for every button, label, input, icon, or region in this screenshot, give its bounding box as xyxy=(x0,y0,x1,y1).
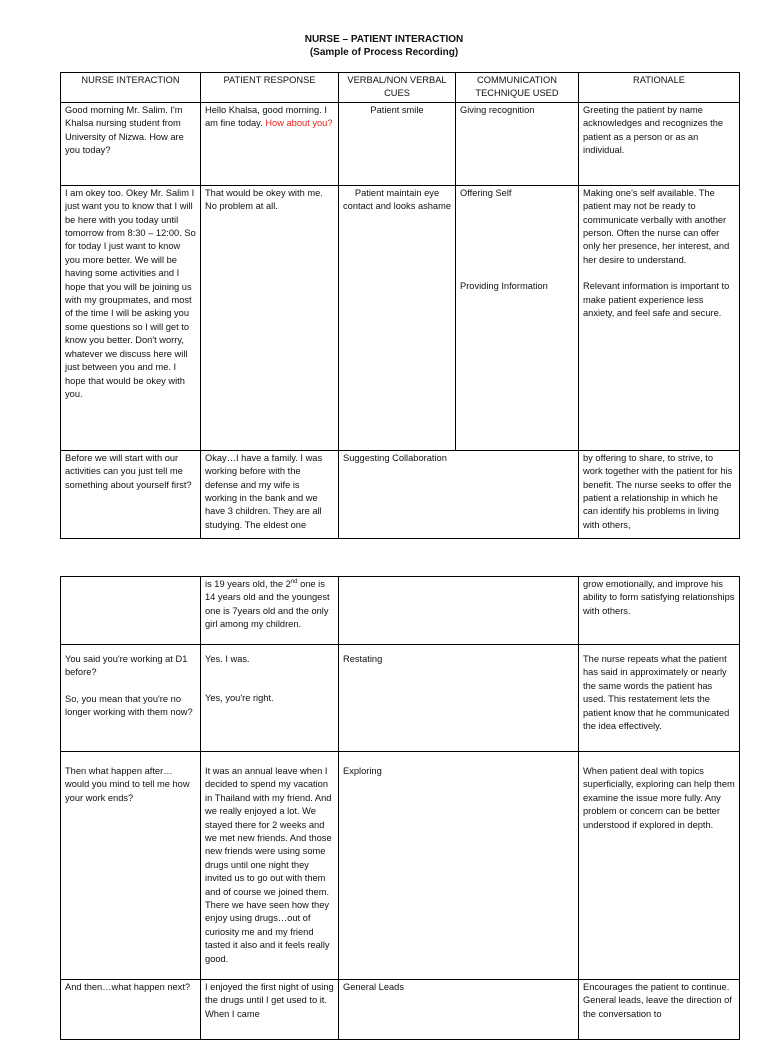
rationale-cell: grow emotionally, and improve his ability to form satisfying relationships with others. xyxy=(579,577,740,645)
patient-response-cell: It was an annual leave when I decided to spend my vacation in Thailand with my friend. And we really enjoyed a lot. We stayed there for 2 weeks and we met new friends. And those new friends were using some drugs until one night they invited us to go out with them and of course we joined them. There we have seen how they enjoy using drugs…out of curiosity me and my friend tasted it also and it feels really good. xyxy=(201,752,339,980)
patient-response-cell xyxy=(201,102,339,185)
patient-answer-1: Yes. I was. xyxy=(205,654,250,664)
rationale-cell: Greeting the patient by name acknowledges and recognizes the patient as a person or as an individual. xyxy=(579,102,740,185)
patient-response-text: Hello Khalsa, good morning. I am fine today. xyxy=(205,104,327,129)
table-row xyxy=(61,102,740,185)
nurse-interaction-cell: Before we will start with our activities can you just tell me something about yourself first? xyxy=(61,450,201,538)
patient-response-cell: I enjoyed the first night of using the drugs until I get used to it. When I came xyxy=(201,980,339,1040)
technique-offering-self: Offering Self xyxy=(460,187,512,198)
patient-response-cell: That would be okey with me. No problem at all. xyxy=(201,185,339,450)
technique-cell: General Leads xyxy=(339,980,579,1040)
technique-cell: Restating xyxy=(339,645,579,752)
table-row xyxy=(61,450,740,538)
nurse-question-2: So, you mean that you're no longer working with them now? xyxy=(65,693,193,718)
header-patient-response: PATIENT RESPONSE xyxy=(201,73,339,103)
process-recording-table-continued xyxy=(60,576,740,1040)
technique-cell: Suggesting Collaboration xyxy=(339,450,579,538)
table-row xyxy=(61,752,740,980)
patient-response-highlight: How about you? xyxy=(265,118,333,129)
rationale-cell: The nurse repeats what the patient has said in approximately or nearly the same words the patient has used. This restatement lets the patient know that he communicated the idea effectively. xyxy=(579,645,740,752)
rationale-cell: Encourages the patient to continue. General leads, leave the direction of the conversation to xyxy=(579,980,740,1040)
header-nurse-interaction: NURSE INTERACTION xyxy=(61,73,201,103)
nurse-interaction-cell: Good morning Mr. Salim. I'm Khalsa nursing student from University of Nizwa. How are you today? xyxy=(61,102,201,185)
table-row xyxy=(61,185,740,450)
technique-cell: Giving recognition xyxy=(456,102,579,185)
rationale-offering-self: Making one's self available. The patient may not be ready to communicate verbally with another person. Often the nurse can offer only her presence, her interest, and her desire to understand. xyxy=(583,187,730,265)
technique-cell: Exploring xyxy=(339,752,579,980)
table-row xyxy=(61,980,740,1040)
table-row xyxy=(61,645,740,752)
nurse-interaction-cell: And then…what happen next? xyxy=(61,980,201,1040)
table-header-row xyxy=(61,73,740,103)
patient-response-cell: Okay…I have a family. I was working before with the defense and my wife is working in the bank and we have 3 children. They are all studying. The eldest one xyxy=(201,450,339,538)
patient-response-cell xyxy=(201,645,339,752)
ordinal-suffix: nd xyxy=(290,578,298,585)
nurse-interaction-cell: Then what happen after… would you mind to tell me how your work ends? xyxy=(61,752,201,980)
technique-cell xyxy=(456,185,579,450)
nurse-interaction-cell: I am okey too. Okey Mr. Salim I just want you to know that I will be here with you today until tomorrow from 8:30 – 12:00. So for today I just want to know you more better. We will be having some activities and I hope that you will be joining us with my groupmates, and most of the time I will be asking you some questions so I will get to know you better. Don't worry, whatever we discuss here will just between you and me. I hope that would be okey with you. xyxy=(61,185,201,450)
patient-response-text-cont: one is 14 years old and the youngest one is 7years old and the only girl among my children. xyxy=(205,579,330,630)
technique-cell xyxy=(339,577,579,645)
table-row xyxy=(61,577,740,645)
verbal-cues-cell: Patient maintain eye contact and looks ashame xyxy=(339,185,456,450)
rationale-cell xyxy=(579,185,740,450)
rationale-cell: When patient deal with topics superficially, exploring can help them examine the issue more fully. Any problem or concern can be better understood if explored in depth. xyxy=(579,752,740,980)
nurse-interaction-cell xyxy=(61,645,201,752)
header-rationale: RATIONALE xyxy=(579,73,740,103)
verbal-cues-cell: Patient smile xyxy=(339,102,456,185)
patient-answer-2: Yes, you're right. xyxy=(205,693,274,704)
document-title: NURSE – PATIENT INTERACTION xyxy=(304,34,464,45)
document-subtitle: (Sample of Process Recording) xyxy=(309,47,459,58)
patient-response-text: is 19 years old, the 2 xyxy=(205,579,291,589)
nurse-interaction-cell xyxy=(61,577,201,645)
rationale-cell: by offering to share, to strive, to work together with the patient for his benefit. The nurse seeks to offer the patient a relationship in which he can identify his problems in living with others, xyxy=(579,450,740,538)
process-recording-table xyxy=(60,72,740,539)
nurse-question-1: You said you're working at D1 before? xyxy=(65,654,188,678)
header-communication-technique: COMMUNICATION TECHNIQUE USED xyxy=(456,73,579,103)
header-verbal-cues: VERBAL/NON VERBAL CUES xyxy=(339,73,456,103)
patient-response-cell xyxy=(201,577,339,645)
technique-providing-information: Providing Information xyxy=(460,281,548,292)
rationale-providing-information: Relevant information is important to make patient experience less anxiety, and feel safe and secure. xyxy=(583,281,730,319)
